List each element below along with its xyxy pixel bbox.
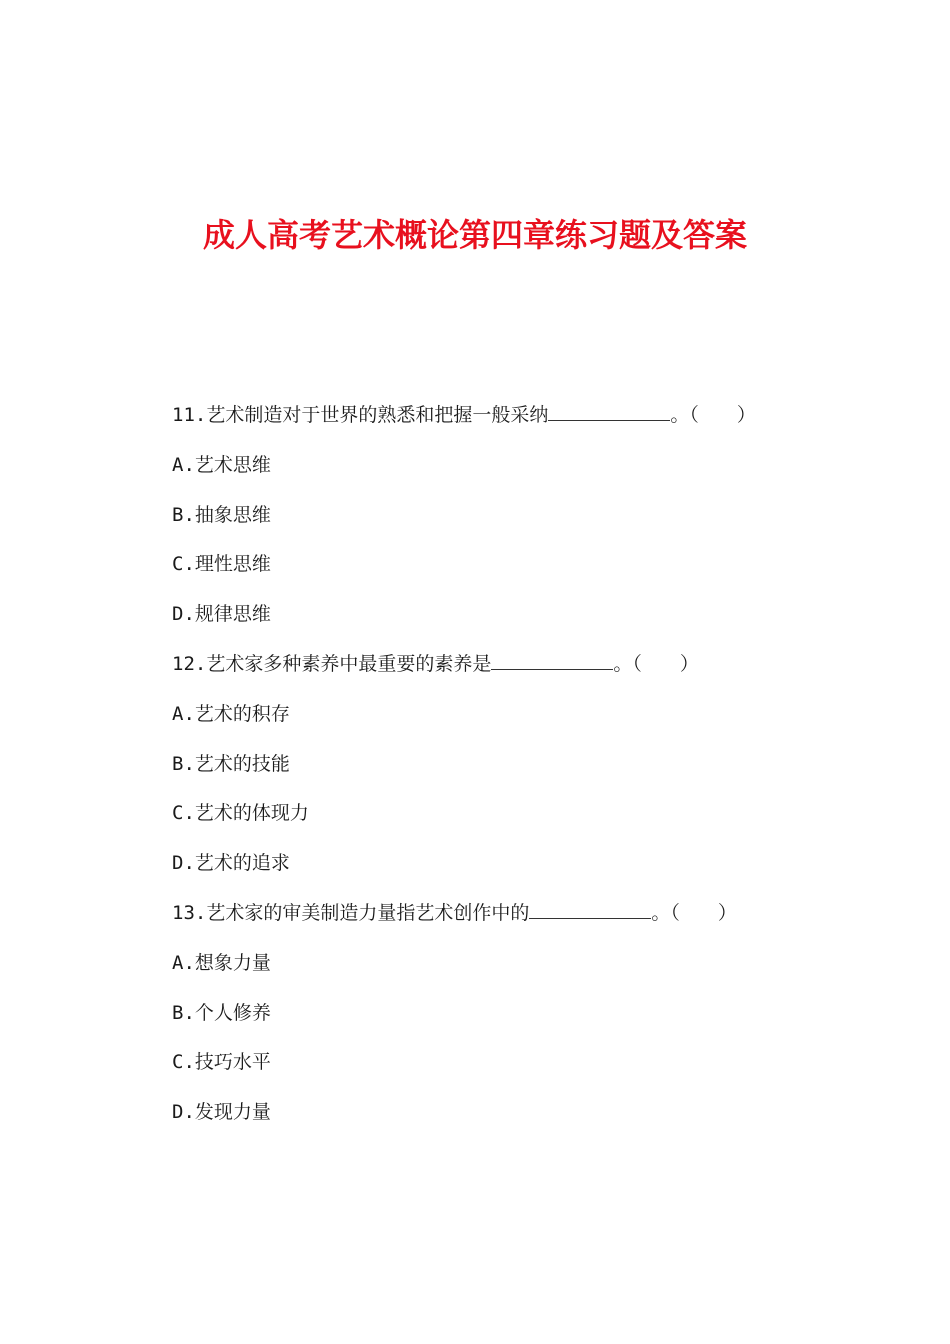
option-a: A.艺术思维 <box>172 453 271 476</box>
option-b: B.抽象思维 <box>172 503 271 526</box>
document-title: 成人高考艺术概论第四章练习题及答案 <box>202 216 747 254</box>
answer-blank <box>548 398 670 421</box>
option-d: D.艺术的追求 <box>172 852 290 875</box>
option-b: B.艺术的技能 <box>172 752 290 775</box>
option-a: A.艺术的积存 <box>172 702 290 725</box>
option-c: C.技巧水平 <box>172 1051 271 1074</box>
option-c: C.理性思维 <box>172 553 271 576</box>
question-stem-12 <box>172 647 872 697</box>
option-d: D.规律思维 <box>172 603 271 626</box>
option-b: B.个人修养 <box>172 1001 271 1024</box>
option-a: A.想象力量 <box>172 951 271 974</box>
question-stem-13 <box>172 896 872 946</box>
question-text: 13.艺术家的审美制造力量指艺术创作中的 <box>172 901 530 924</box>
question-text: 12.艺术家多种素养中最重要的素养是 <box>172 652 492 675</box>
question-paren: 。（ ） <box>651 901 737 924</box>
question-text: 11.艺术制造对于世界的熟悉和把握一般采纳 <box>172 404 549 426</box>
question-paren: 。（ ） <box>670 404 756 426</box>
question-list <box>172 398 872 1145</box>
question-stem-11 <box>172 398 872 448</box>
answer-blank <box>529 896 651 919</box>
question-paren: 。（ ） <box>613 652 699 675</box>
option-c: C.艺术的体现力 <box>172 802 309 825</box>
option-d: D.发现力量 <box>172 1101 271 1124</box>
answer-blank <box>491 647 613 670</box>
